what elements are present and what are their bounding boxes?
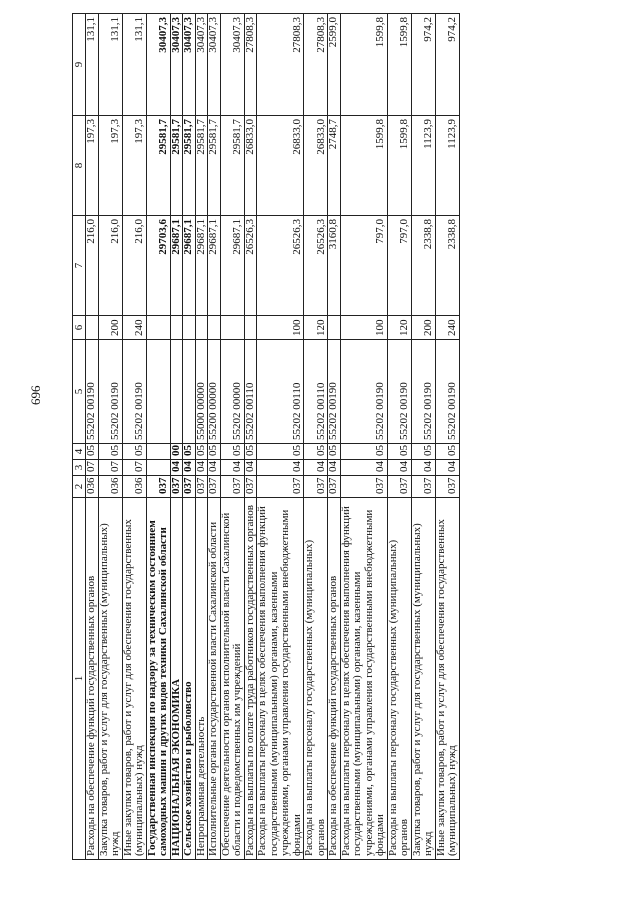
admin-code: 037: [411, 476, 435, 498]
expense-type: [146, 316, 170, 340]
amount-year-1: 2338,8: [435, 216, 459, 316]
subsection-code: 00: [170, 444, 183, 460]
expense-type: [328, 316, 341, 340]
row-name: Расходы на выплаты персоналу государственных (муниципальных) органов: [304, 498, 328, 860]
section-code: 04: [340, 460, 387, 476]
amount-year-3: 974,2: [411, 14, 435, 116]
admin-code: 037: [146, 476, 170, 498]
subsection-code: [146, 444, 170, 460]
table-row: [183, 14, 196, 860]
row-name: Закупка товаров, работ и услуг для государственных (муниципальных) нужд: [411, 498, 435, 860]
admin-code: 037: [435, 476, 459, 498]
expense-type: [86, 316, 99, 340]
table-row: [340, 14, 387, 860]
admin-code: 036: [86, 476, 99, 498]
expense-type: [220, 316, 244, 340]
section-code: 04: [183, 460, 196, 476]
admin-code: 037: [257, 476, 304, 498]
row-name: Расходы на выплаты персоналу в целях обеспечения выполнения функций государственными (муниципальными) органами, казенными учреждениями, органами управления государственными внебюджетными фондами: [340, 498, 387, 860]
row-name: Сельское хозяйство и рыболовство: [183, 498, 196, 860]
column-number-header: [73, 14, 86, 860]
amount-year-3: 131,1: [98, 14, 122, 116]
target-article: 55202 00190: [411, 340, 435, 444]
amount-year-2: 2748,7: [328, 116, 341, 216]
amount-year-2: 1123,9: [435, 116, 459, 216]
expense-type: 200: [98, 316, 122, 340]
table-row: [195, 14, 208, 860]
amount-year-1: 29687,1: [183, 216, 196, 316]
expense-type: 240: [435, 316, 459, 340]
admin-code: 037: [220, 476, 244, 498]
amount-year-2: 197,3: [86, 116, 99, 216]
admin-code: 036: [122, 476, 146, 498]
section-code: [146, 460, 170, 476]
amount-year-1: 29687,1: [208, 216, 221, 316]
expense-type: 200: [411, 316, 435, 340]
row-name: Расходы на выплаты по оплате труда работников государственных органов: [244, 498, 257, 860]
page-number: 696: [28, 385, 43, 405]
amount-year-2: 29581,7: [183, 116, 196, 216]
target-article: 55202 00000: [220, 340, 244, 444]
row-name: Обеспечение деятельности органов исполнительной власти Сахалинской области и подведомственных им учреждений: [220, 498, 244, 860]
expense-type: [208, 316, 221, 340]
expense-type: 100: [257, 316, 304, 340]
section-code: 04: [195, 460, 208, 476]
column-header-2: 2: [73, 476, 86, 498]
subsection-code: 05: [387, 444, 411, 460]
section-code: 04: [170, 460, 183, 476]
amount-year-2: 29581,7: [208, 116, 221, 216]
target-article: [146, 340, 170, 444]
subsection-code: 05: [195, 444, 208, 460]
table-row: [387, 14, 411, 860]
amount-year-2: 26833,0: [257, 116, 304, 216]
section-code: 04: [244, 460, 257, 476]
row-name: Расходы на обеспечение функций государственных органов: [86, 498, 99, 860]
admin-code: 037: [208, 476, 221, 498]
target-article: 55202 00190: [340, 340, 387, 444]
amount-year-3: 27808,3: [244, 14, 257, 116]
section-code: 04: [304, 460, 328, 476]
column-header-4: 4: [73, 444, 86, 460]
column-header-5: 5: [73, 340, 86, 444]
section-code: 04: [257, 460, 304, 476]
subsection-code: 05: [220, 444, 244, 460]
amount-year-1: 29703,6: [146, 216, 170, 316]
subsection-code: 05: [98, 444, 122, 460]
amount-year-3: 27808,3: [257, 14, 304, 116]
amount-year-1: 216,0: [86, 216, 99, 316]
amount-year-2: 29581,7: [146, 116, 170, 216]
table-row: [244, 14, 257, 860]
amount-year-2: 1123,9: [411, 116, 435, 216]
amount-year-2: 26833,0: [244, 116, 257, 216]
admin-code: 037: [244, 476, 257, 498]
amount-year-2: 29581,7: [220, 116, 244, 216]
target-article: 55000 00000: [195, 340, 208, 444]
amount-year-1: 26526,3: [304, 216, 328, 316]
section-code: 04: [220, 460, 244, 476]
amount-year-3: 1599,8: [387, 14, 411, 116]
section-code: 07: [86, 460, 99, 476]
target-article: 55202 00190: [86, 340, 99, 444]
table-row: [411, 14, 435, 860]
subsection-code: 05: [304, 444, 328, 460]
table-row: [220, 14, 244, 860]
column-header-1: 1: [73, 498, 86, 860]
amount-year-3: 27808,3: [304, 14, 328, 116]
amount-year-3: 2599,0: [328, 14, 341, 116]
amount-year-3: 131,1: [122, 14, 146, 116]
subsection-code: 05: [122, 444, 146, 460]
subsection-code: 05: [328, 444, 341, 460]
section-code: 04: [387, 460, 411, 476]
expense-type: 100: [340, 316, 387, 340]
row-name: НАЦИОНАЛЬНАЯ ЭКОНОМИКА: [170, 498, 183, 860]
amount-year-1: 26526,3: [257, 216, 304, 316]
amount-year-2: 1599,8: [340, 116, 387, 216]
amount-year-3: 30407,3: [183, 14, 196, 116]
column-header-3: 3: [73, 460, 86, 476]
expense-type: [244, 316, 257, 340]
amount-year-1: 2338,8: [411, 216, 435, 316]
budget-table: [72, 13, 460, 860]
subsection-code: 05: [208, 444, 221, 460]
amount-year-1: 3160,8: [328, 216, 341, 316]
amount-year-1: 216,0: [98, 216, 122, 316]
row-name: Исполнительные органы государственной власти Сахалинской области: [208, 498, 221, 860]
amount-year-3: 30407,3: [208, 14, 221, 116]
admin-code: 037: [328, 476, 341, 498]
column-header-8: 8: [73, 116, 86, 216]
amount-year-3: 30407,3: [170, 14, 183, 116]
amount-year-1: 216,0: [122, 216, 146, 316]
target-article: 55202 00110: [304, 340, 328, 444]
section-code: 04: [435, 460, 459, 476]
target-article: 55202 00110: [244, 340, 257, 444]
target-article: [183, 340, 196, 444]
section-code: 07: [98, 460, 122, 476]
table-row: [208, 14, 221, 860]
subsection-code: 05: [340, 444, 387, 460]
expense-type: [195, 316, 208, 340]
expense-type: [183, 316, 196, 340]
subsection-code: 05: [257, 444, 304, 460]
amount-year-1: 29687,1: [170, 216, 183, 316]
table-row: [170, 14, 183, 860]
table-row: [435, 14, 459, 860]
target-article: 55202 00190: [387, 340, 411, 444]
admin-code: 037: [170, 476, 183, 498]
amount-year-1: 29687,1: [195, 216, 208, 316]
section-code: 04: [411, 460, 435, 476]
admin-code: 037: [195, 476, 208, 498]
admin-code: 037: [340, 476, 387, 498]
admin-code: 036: [98, 476, 122, 498]
amount-year-3: 131,1: [86, 14, 99, 116]
target-article: 55202 00190: [98, 340, 122, 444]
subsection-code: 05: [183, 444, 196, 460]
column-header-9: 9: [73, 14, 86, 116]
subsection-code: 05: [86, 444, 99, 460]
amount-year-3: 30407,3: [220, 14, 244, 116]
row-name: Иные закупки товаров, работ и услуг для обеспечения государственных (муниципальных) нужд: [435, 498, 459, 860]
amount-year-3: 30407,3: [195, 14, 208, 116]
amount-year-3: 1599,8: [340, 14, 387, 116]
amount-year-1: 26526,3: [244, 216, 257, 316]
table-body: [86, 14, 460, 860]
amount-year-1: 29687,1: [220, 216, 244, 316]
admin-code: 037: [304, 476, 328, 498]
target-article: [170, 340, 183, 444]
amount-year-2: 197,3: [98, 116, 122, 216]
row-name: Закупка товаров, работ и услуг для государственных (муниципальных) нужд: [98, 498, 122, 860]
table-row: [98, 14, 122, 860]
expense-type: [170, 316, 183, 340]
row-name: Расходы на выплаты персоналу в целях обеспечения выполнения функций государственными (муниципальными) органами, казенными учреждениями, органами управления государственными внебюджетными фондами: [257, 498, 304, 860]
amount-year-2: 26833,0: [304, 116, 328, 216]
amount-year-2: 29581,7: [170, 116, 183, 216]
table-row: [122, 14, 146, 860]
row-name: Расходы на обеспечение функций государственных органов: [328, 498, 341, 860]
subsection-code: 05: [244, 444, 257, 460]
expense-type: 120: [387, 316, 411, 340]
amount-year-2: 1599,8: [387, 116, 411, 216]
row-name: Расходы на выплаты персоналу государственных (муниципальных) органов: [387, 498, 411, 860]
amount-year-1: 797,0: [340, 216, 387, 316]
table-row: [257, 14, 304, 860]
row-name: Непрограммная деятельность: [195, 498, 208, 860]
target-article: 55200 00000: [208, 340, 221, 444]
table-row: [146, 14, 170, 860]
table-row: [304, 14, 328, 860]
table-row: [86, 14, 99, 860]
target-article: 55202 00190: [435, 340, 459, 444]
section-code: 04: [208, 460, 221, 476]
subsection-code: 05: [435, 444, 459, 460]
target-article: 55202 00190: [328, 340, 341, 444]
amount-year-2: 197,3: [122, 116, 146, 216]
admin-code: 037: [183, 476, 196, 498]
target-article: 55202 00110: [257, 340, 304, 444]
section-code: 04: [328, 460, 341, 476]
table-row: [328, 14, 341, 860]
amount-year-1: 797,0: [387, 216, 411, 316]
column-header-6: 6: [73, 316, 86, 340]
row-name: Иные закупки товаров, работ и услуг для обеспечения государственных (муниципальных) нужд: [122, 498, 146, 860]
expense-type: 240: [122, 316, 146, 340]
expense-type: 120: [304, 316, 328, 340]
amount-year-3: 974,2: [435, 14, 459, 116]
target-article: 55202 00190: [122, 340, 146, 444]
row-name: Государственная инспекция по надзору за техническим состоянием самоходных машин и других видов техники Сахалинской области: [146, 498, 170, 860]
amount-year-3: 30407,3: [146, 14, 170, 116]
amount-year-2: 29581,7: [195, 116, 208, 216]
budget-table-container: [72, 14, 632, 860]
admin-code: 037: [387, 476, 411, 498]
column-header-7: 7: [73, 216, 86, 316]
section-code: 07: [122, 460, 146, 476]
subsection-code: 05: [411, 444, 435, 460]
